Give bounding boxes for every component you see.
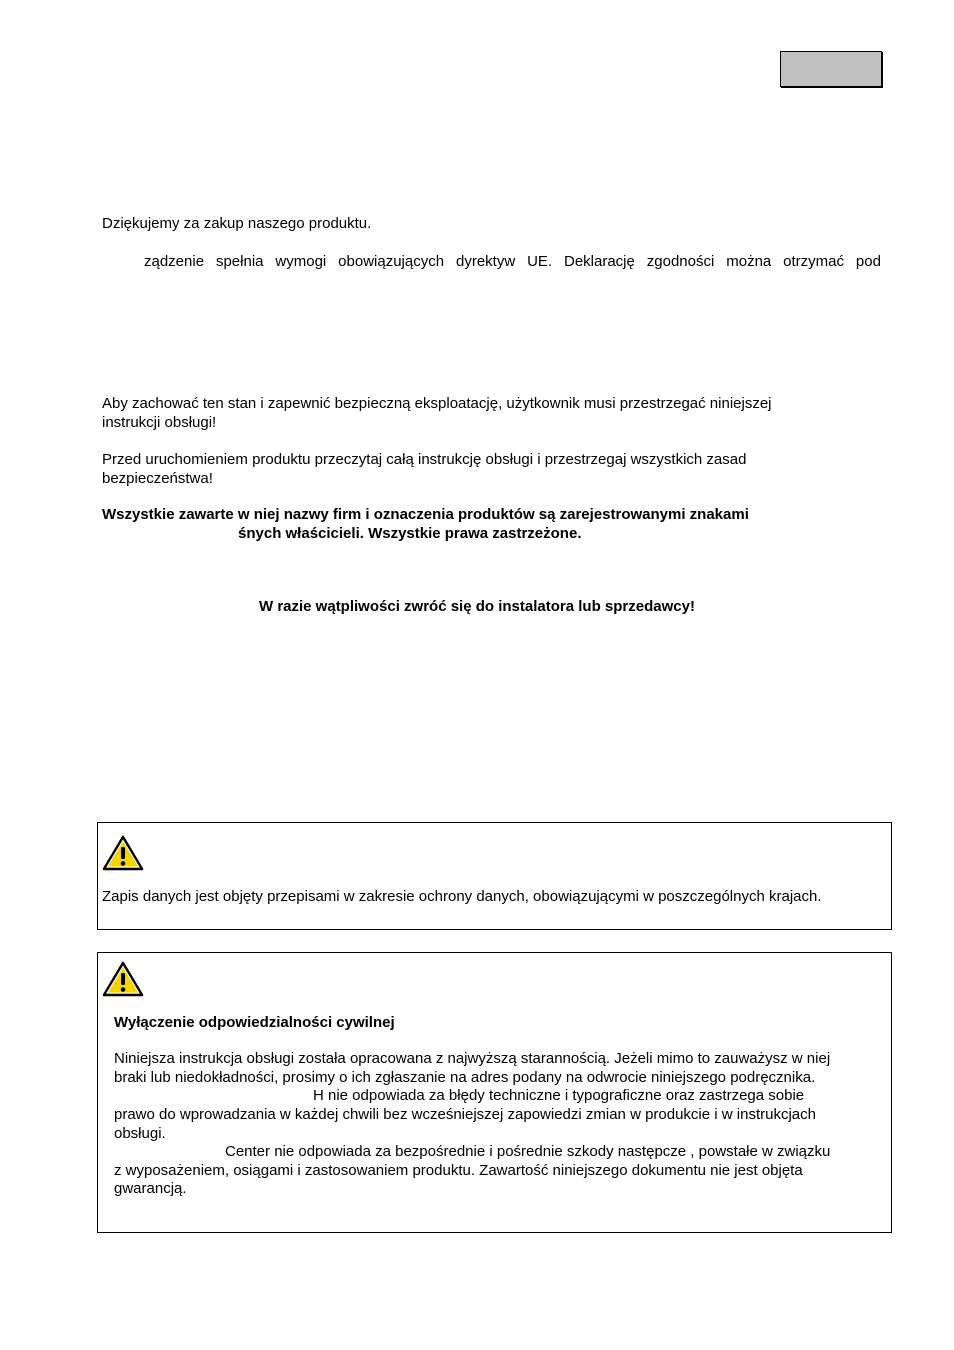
liability-line: Niniejsza instrukcja obsługi została opracowana z najwyższą starannością. Jeżeli mimo to zauważysz w niej [114, 1050, 831, 1067]
liability-line: braki lub niedokładności, prosimy o ich zgłaszanie na adres podany na odwrocie niniejszego podręcznika. [114, 1069, 816, 1086]
read-text-line-1: Przed uruchomieniem produktu przeczytaj całą instrukcję obsługi i przestrzegaj wszystkich zasad [102, 451, 747, 468]
read-text-line-2: bezpieczeństwa! [102, 470, 213, 487]
warning-triangle-icon [102, 961, 144, 997]
conformity-word: wymogi [275, 253, 327, 270]
conformity-word: ządzenie [144, 253, 205, 270]
liability-line: Center nie odpowiada za bezpośrednie i pośrednie szkody następcze , powstałe w związku [225, 1143, 831, 1160]
conformity-word: UE. [527, 253, 553, 270]
conformity-word: można [726, 253, 772, 270]
liability-line: prawo do wprowadzania w każdej chwili bez wcześniejszej zapowiedzi zmian w produkcie i w instrukcjach [114, 1106, 816, 1123]
conformity-word: spełnia [215, 253, 264, 270]
warning-triangle-icon [102, 835, 144, 871]
liability-line: z wyposażeniem, osiągami i zastosowaniem produktu. Zawartość niniejszego dokumentu nie jest objęta [114, 1162, 803, 1179]
maintain-text-line-2: instrukcji obsługi! [102, 414, 217, 431]
conformity-word: zgodności [646, 253, 715, 270]
liability-title: Wyłączenie odpowiedzialności cywilnej [114, 1014, 395, 1031]
trademark-text-line-1: Wszystkie zawarte w niej nazwy firm i oznaczenia produktów są zarejestrowanymi znakami [102, 506, 749, 523]
liability-notice [97, 952, 892, 1233]
conformity-word: Deklarację [564, 253, 635, 270]
data-protection-notice [97, 822, 892, 930]
conformity-text [144, 252, 881, 271]
liability-line: obsługi. [114, 1125, 166, 1142]
conformity-word: obowiązujących [338, 253, 445, 270]
thanks-text: Dziękujemy za zakup naszego produktu. [102, 215, 372, 232]
maintain-text-line-1: Aby zachować ten stan i zapewnić bezpieczną eksploatację, użytkownik musi przestrzegać niniejszej [102, 395, 772, 412]
conformity-word: pod [855, 253, 881, 270]
liability-line: gwarancją. [114, 1180, 187, 1197]
contact-text: W razie wątpliwości zwróć się do instalatora lub sprzedawcy! [259, 598, 695, 615]
liability-line: H nie odpowiada za błędy techniczne i typograficzne oraz zastrzega sobie [313, 1087, 805, 1104]
conformity-word: otrzymać [783, 253, 845, 270]
trademark-text-line-2: śnych właścicieli. Wszystkie prawa zastrzeżone. [238, 525, 582, 542]
data-protection-text: Zapis danych jest objęty przepisami w zakresie ochrony danych, obowiązującymi w poszczególnych krajach. [102, 888, 822, 905]
conformity-word: dyrektyw [455, 253, 516, 270]
language-tab [780, 51, 882, 87]
